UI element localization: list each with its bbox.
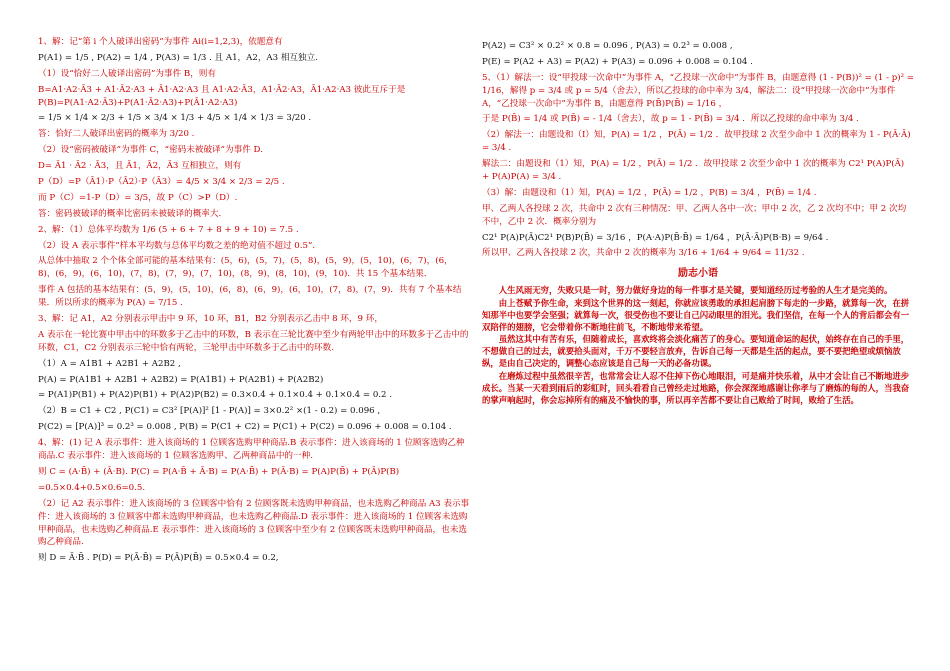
solution-line: 解法二：由题设和（1）知，P(A) = 1/2 ，P(Ā) = 1/2 ．故甲投球 2 次至少命中 1 次的概率为 C2¹ P(A)P(Ā) + P(A)P(A) = 3/4 . bbox=[482, 159, 905, 183]
solution-line: 则 D = Ā·B̄ . P(D) = P(Ā·B̄) = P(Ā)P(B̄) = 0.5×0.4 = 0.2, bbox=[38, 553, 279, 564]
solution-line: （1）A = A1B1 + A2B1 + A2B2 , bbox=[38, 358, 181, 369]
solution-line: B=A1·A2·Ā3 + A1·Ā2·A3 + Ā1·A2·A3 且 A1·A2·Ā3，A1·Ā2·A3，Ā1·A2·A3 彼此互斥于是 P(B)=P(A1·A2·Ā3)+P(A1·Ā2·A3)+P(Ā1·A2·A3) bbox=[38, 84, 406, 108]
solution-line: P(C2) = [P(A)]³ = 0.2³ = 0.008 , P(B) = P(C1 + C2) = P(C1) + P(C2) = 0.096 + 0.008 = 0.104 . bbox=[38, 422, 452, 433]
solution-line: 3、解：记 A1，A2 分别表示甲击中 9 环，10 环，B1，B2 分别表示乙击中 8 环，9 环， bbox=[38, 314, 383, 325]
solution-line: C2¹ P(A)P(Ā)C2¹ P(B)P(B̄) = 3/16 ，P(A·A)P(B̄·B̄) = 1/64 ，P(Ā·Ā)P(B·B) = 9/64 . bbox=[482, 232, 829, 243]
solution-line: P（D）=P（Ā1）·P（Ā2）·P（Ā3）= 4/5 × 3/4 × 2/3 = 2/5 . bbox=[38, 177, 285, 188]
solution-line: （2）设 A 表示事件“样本平均数与总体平均数之差的绝对值不超过 0.5”． bbox=[38, 240, 321, 251]
solution-line: 答：恰好二人破译出密码的概率为 3/20 . bbox=[38, 129, 195, 140]
solution-line: （1）设“恰好二人破译出密码”为事件 B，则有 bbox=[38, 68, 216, 79]
motto-paragraph: 人生风雨无穷，失败只是一时，努力做好身边的每一件事才是关键，要知道经历过考验的人生才是完美的。 bbox=[498, 285, 893, 296]
solution-line: 甲、乙两人各投球 2 次，共命中 2 次有三种情况：甲、乙两人各中一次；甲中 2 次，乙 2 次均不中；甲 2 次均不中，乙中 2 次．概率分别为 bbox=[482, 203, 907, 227]
solution-line: （2）记 A2 表示事件：进入该商场的 3 位顾客中恰有 2 位顾客既未选购甲种商品，也未选购乙种商品 A3 表示事件：进入该商场的 3 位顾客中都未选购甲种商品，也未选购乙种商品.D 表示事件：进入该商场的 1 位顾客未选购甲种商品，也未选购乙种商品.E 表示事件：进入该商场的 3 位顾客中至少有 2 位顾客既未选购甲种商品，也未选购乙种商品. bbox=[38, 498, 470, 548]
solution-line: 答：密码被破译的概率比密码未被破译的概率大. bbox=[38, 208, 222, 219]
solution-line: 2、解：（1）总体平均数为 1/6 (5 + 6 + 7 + 8 + 9 + 10) = 7.5 . bbox=[38, 224, 299, 235]
solution-line: 而 P（C）=1-P（D）= 3/5，故 P（C）>P（D）. bbox=[38, 192, 238, 203]
left-column bbox=[38, 36, 470, 568]
motto-title: 励志小语 bbox=[678, 268, 718, 280]
solution-line: 4、解：(1) 记 A 表示事件：进入该商场的 1 位顾客选购甲种商品.B 表示事件：进入该商场的 1 位顾客选购乙种商品.C 表示事件：进入该商场的 1 位顾客选购甲、乙两种商品中的一种. bbox=[38, 438, 465, 462]
solution-line: 所以甲、乙两人各投球 2 次，共命中 2 次的概率为 3/16 + 1/64 + 9/64 = 11/32 . bbox=[482, 248, 805, 259]
solution-line: （2）B = C1 + C2 , P(C1) = C3² [P(A)]² [1 - P(A)] = 3×0.2² ×(1 - 0.2) = 0.096 , bbox=[38, 406, 381, 417]
solution-line: A 表示在一轮比赛中甲击中的环数多于乙击中的环数，B 表示在三轮比赛中至少有两轮甲击中的环数多于乙击中的环数，C1，C2 分别表示三轮中恰有两轮，三轮甲击中环数多于乙击中的环数. bbox=[38, 329, 469, 353]
solution-line: P(E) = P(A2 + A3) = P(A2) + P(A3) = 0.096 + 0.008 = 0.104 . bbox=[482, 56, 753, 67]
solution-line: D= Ā1 · Ā2 · Ā3，且 Ā1，Ā2，Ā3 互相独立，则有 bbox=[38, 161, 242, 172]
solution-line: 从总体中抽取 2 个个体全部可能的基本结果有：(5，6)，(5，7)，(5，8)，(5，9)，(5，10)，(6，7)，(6，8)，(6，9)，(6，10)，(7，8)，(7，9)，(7，10)，(8，9)，(8，10)，(9，10)．共 15 个基本结果． bbox=[38, 256, 453, 280]
solution-line: 则 C = (A·B̄) + (Ā·B). P(C) = P(A·B̄ + Ā·B) = P(A·B̄) + P(Ā·B) = P(A)P(B̄) + P(Ā)P(B) bbox=[38, 466, 400, 477]
solution-line: = P(A1)P(B1) + P(A2)P(B1) + P(A2)P(B2) = 0.3×0.4 + 0.1×0.4 + 0.1×0.4 = 0.2 . bbox=[38, 390, 392, 401]
solution-line: （2）设“密码被破译”为事件 C，“密码未被破译”为事件 D. bbox=[38, 145, 263, 156]
solution-line: 于是 P(B̄) = 1/4 或 P(B̄) = - 1/4（舍去），故 p = 1 - P(B̄) = 3/4 ．所以乙投球的命中率为 3/4 . bbox=[482, 114, 859, 125]
solution-line: 1、解：记“第 i 个人破译出密码”为事件 Ai(i=1,2,3)，依题意有 bbox=[38, 37, 283, 47]
right-solutions bbox=[482, 40, 914, 260]
motto-paragraph: 虽然这其中有苦有乐，但随着成长，喜欢终将会淡化痛苦了的身心。要知道命运的起伏，始终存在自己的手里，不想做自己的过去，就要拾头面对，千万不要轻言放弃，告诉自己每一天都是生活的起点，要不要把绝望或烦恼放纵，是由自己决定的，调整心态应该是自己每一天的必备功课。 bbox=[482, 334, 910, 369]
solution-line: P(A) = P(A1B1 + A2B1 + A2B2) = P(A1B1) + P(A2B1) + P(A2B2) bbox=[38, 374, 324, 385]
solution-line: 5、（1）解法一：设“甲投球一次命中”为事件 A，“乙投球一次命中”为事件 B，由题意得 (1 - P(B))² = (1 - p)² = 1/16，解得 p = 3/4 或 p = 5/4（舍去），所以乙投球的命中率为 3/4，解法二：设“甲投球一次命中”为事件 A，“乙投球一次命中”为事件 B，由题意得 P(B̄)P(B̄) = 1/16 ， bbox=[482, 72, 914, 109]
solution-line: （2）解法一：由题设和（Ⅰ）知，P(A) = 1/2 ，P(Ā) = 1/2 ．故甲投球 2 次至少命中 1 次的概率为 1 - P(Ā·Ā) = 3/4 . bbox=[482, 130, 911, 154]
solution-line: （3）解：由题设和（1）知，P(A) = 1/2 ，P(Ā) = 1/2 ，P(B) = 3/4 ，P(B̄) = 1/4 . bbox=[482, 187, 817, 198]
motto-body bbox=[482, 284, 914, 406]
motto-paragraph: 在磨炼过程中虽然很辛苦，也常常会让人忍不住掉下伤心地眼泪，可是痛并快乐着，从中才会让自己不断地进步成长。当某一天看到雨后的彩虹时，回头看看自己曾经走过地路，你会深深地感谢让你孝与了磨炼的每的人，当我奋的掌声响起时，你会忘掉所有的痛及不愉快的事，所以再辛苦都不要让自己败给了时间，败给了生活。 bbox=[482, 370, 910, 406]
right-column bbox=[482, 40, 914, 406]
solution-line: 事件 A 包括的基本结果有：(5，9)，(5，10)，(6，8)，(6，9)，(6，10)，(7，8)，(7，9)．共有 7 个基本结果．所以所求的概率为 P(A) = 7/15 . bbox=[38, 285, 462, 309]
solution-line: =0.5×0.4+0.5×0.6=0.5. bbox=[38, 482, 146, 493]
motto-paragraph: 由上苍赋予你生命，来到这个世界的这一刻起，你就应该勇敢的承担起肩膀下每走的一步路，就算每一次，在拼知那半中也要学会坚强；就算每一次，很受伤也不要让自己闪动眼里的泪光。我们坚信，在每一个人的背后都会有一双陪伴的翅膀，它会带着你不断地往前飞，不断地带来希望。 bbox=[482, 297, 910, 332]
solution-line: = 1/5 × 1/4 × 2/3 + 1/5 × 3/4 × 1/3 + 4/5 × 1/4 × 1/3 = 3/20 . bbox=[38, 113, 312, 124]
solution-line: P(A1) = 1/5 , P(A2) = 1/4 , P(A3) = 1/3 . 且 A1，A2，A3 相互独立. bbox=[38, 52, 318, 63]
solution-line: P(A2) = C3² × 0.2² × 0.8 = 0.096 , P(A3) = 0.2³ = 0.008 , bbox=[482, 41, 733, 51]
